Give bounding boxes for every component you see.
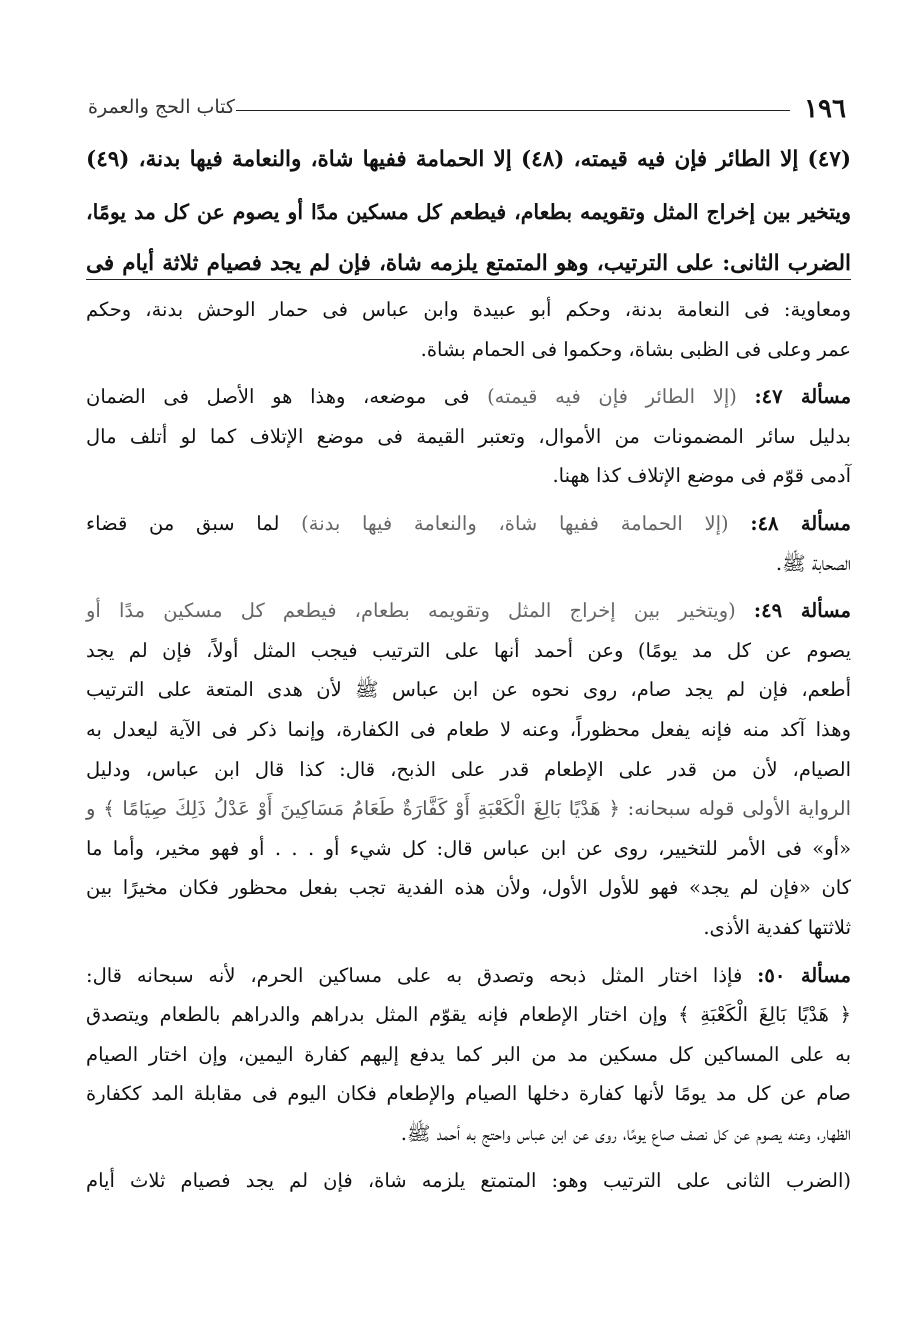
masala-heading-50 [86,956,851,996]
masala-label: مسألة ٤٩: [753,599,851,623]
page-number: ١٩٦ [804,94,846,124]
commentary-line: كان «فإن لم يجد» فهو للأول الأول، ولأن هذه الفدية تجب بفعل محظور فكان مخيرًا بين [86,876,851,900]
quoted-text: (إلا الطائر فإن فيه قيمته) [487,385,737,409]
commentary-line: يصوم عن كل مد يومًا) وعن أحمد أنها على الترتيب فيجب المثل أولاً، فإن لم يجد [86,638,851,662]
commentary-line: أطعم، فإن لم يجد صام، روى نحوه عن ابن عباس ﷺ لأن هدى المتعة على الترتيب [86,678,851,702]
book-title: كتاب الحج والعمرة [88,96,235,118]
commentary-text: فإذا اختار المثل ذبحه وتصدق به على مساكين الحرم، لأنه سبحانه قال: [86,963,758,987]
commentary [86,290,851,1201]
masala-heading-47 [86,377,851,417]
commentary-line: به على المساكين كل مسكين مد من البر كما يدفع إليهم كفارة اليمين، وإن اختار الصيام [86,1042,851,1066]
commentary-line: وهذا آكد منه فإنه يفعل محظوراً، وعنه لا طعام فى الكفارة، وإنما ذكر فى الآية ليعدل به [86,717,851,741]
masala-label: مسألة ٥٠: [757,963,851,987]
commentary-text: لما سبق من قضاء [86,511,302,535]
main-text [86,134,851,290]
commentary-line: الظهار، وعنه يصوم عن كل نصف صاع يومًا، روى عن ابن عباس واحتج به أحمد ﷺ. [400,1121,851,1145]
main-text-line: ويتخير بين إخراج المثل وتقويمه بطعام، فيطعم كل مسكين مدًا أو يصوم عن كل مد يومًا، [86,200,851,224]
masala-label: مسألة ٤٧: [754,385,852,409]
commentary-line: ومعاوية: فى النعامة بدنة، وحكم أبو عبيدة وابن عباس فى حمار الوحش بدنة، وحكم [86,298,851,321]
commentary-line: الصيام، لأن من قدر على الإطعام قدر على الذبح، قال: كذا قال ابن عباس، ودليل [86,757,851,781]
commentary-line: ثلاثتها كفدية الأذى. [703,915,851,939]
quoted-text: (إلا الحمامة ففيها شاة، والنعامة فيها بدنة) [301,511,729,535]
page-header [88,92,848,126]
main-text-line: (٤٧) إلا الطائر فإن فيه قيمته، (٤٨) إلا الحمامة ففيها شاة، والنعامة فيها بدنة، (٤٩) [86,147,851,172]
header-rule [236,110,790,111]
commentary-line: عمر وعلى فى الظبى بشاة، وحكموا فى الحمام بشاة. [420,337,851,361]
main-text-line: الضرب الثانى: على الترتيب، وهو المتمتع يلزمه شاة، فإن لم يجد فصيام ثلاثة أيام فى [86,251,851,276]
commentary-line: الصحابة ﷺ. [775,551,851,575]
commentary-line: بدليل سائر المضمونات من الأموال، وتعتبر القيمة فى موضع الإتلاف كما لو أتلف مال [86,424,851,448]
commentary-text: فى موضعه، وهذا هو الأصل فى الضمان [86,385,488,409]
quoted-text: (ويتخير بين إخراج المثل وتقويمه بطعام، فيطعم كل مسكين مدًا أو [86,599,736,623]
commentary-line: «أو» فى الأمر للتخيير، روى عن ابن عباس قال: كل شيء أو . . . أو فهو مخير، وأما ما [86,836,851,860]
commentary-line: ﴿ هَدْيًا بَالِغَ الْكَعْبَةِ ﴾ وإن اختار الإطعام فإنه يقوّم المثل بدراهم والدراهم بالطعام ويتصدق [86,1003,851,1027]
masala-heading-48 [86,504,851,544]
commentary-line: (الضرب الثانى على الترتيب وهو: المتمتع يلزمه شاة، فإن لم يجد فصيام ثلاث أيام [86,1169,851,1193]
masala-heading-49 [86,591,851,631]
quran-verse-line: الرواية الأولى قوله سبحانه: ﴿ هَدْيًا بَالِغَ الْكَعْبَةِ أَوْ كَفَّارَةٌ طَعَامُ مَسَاكِينَ أَوْ عَدْلُ ذَلِكَ صِيَامًا ﴾ و [86,797,851,821]
commentary-line: صام عن كل مد يومًا لأنها كفارة دخلها الصيام والإطعام فكان اليوم فى مقابلة المد ككفارة [86,1082,851,1106]
commentary-line: آدمى قوّم فى موضع الإتلاف كذا ههنا. [552,464,851,488]
masala-label: مسألة ٤٨: [750,511,851,535]
footnote-separator [86,279,851,280]
